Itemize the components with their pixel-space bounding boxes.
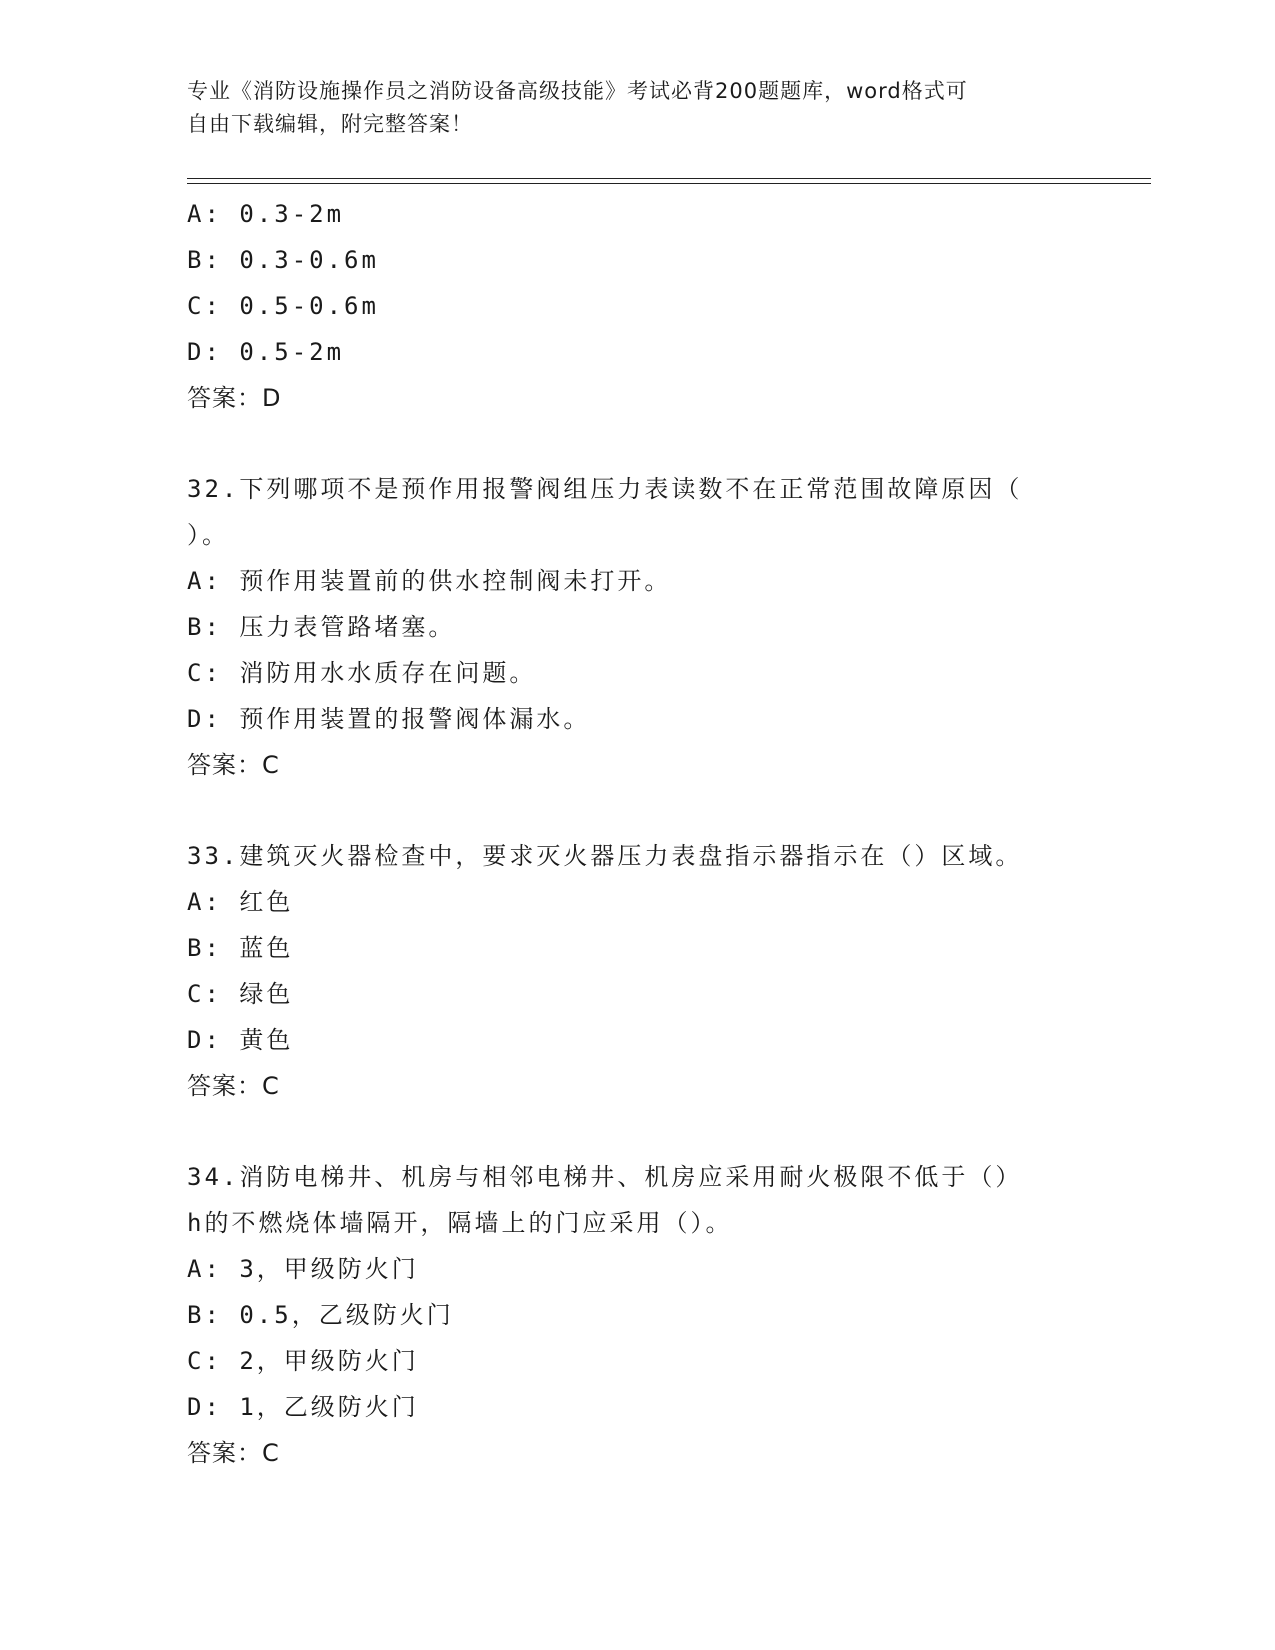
option-c: C: 绿色 xyxy=(187,980,294,1008)
question-block xyxy=(187,191,1087,421)
question-text: 33.建筑灭火器检查中，要求灭火器压力表盘指示器指示在（）区域。 xyxy=(187,842,1023,870)
option-a: A: 3，甲级防火门 xyxy=(187,1255,419,1283)
question-text: ）。 xyxy=(187,521,229,549)
answer-line: 答案：D xyxy=(187,384,282,412)
document-header xyxy=(187,75,1067,141)
question-block xyxy=(187,1154,1087,1476)
option-d: D: 0.5-2m xyxy=(187,338,345,366)
question-block xyxy=(187,466,1087,788)
option-b: B: 蓝色 xyxy=(187,934,294,962)
question-text: 34.消防电梯井、机房与相邻电梯井、机房应采用耐火极限不低于（） xyxy=(187,1163,1023,1191)
header-line-2: 自由下载编辑，附完整答案！ xyxy=(187,112,473,136)
option-a: A: 0.3-2m xyxy=(187,200,345,228)
option-d: D: 预作用装置的报警阀体漏水。 xyxy=(187,705,591,733)
option-b: B: 压力表管路堵塞。 xyxy=(187,613,456,641)
question-list xyxy=(187,191,1087,1476)
option-d: D: 黄色 xyxy=(187,1026,294,1054)
question-block xyxy=(187,833,1087,1109)
option-a: A: 红色 xyxy=(187,888,294,916)
option-c: C: 消防用水水质存在问题。 xyxy=(187,659,537,687)
option-b: B: 0.5，乙级防火门 xyxy=(187,1301,454,1329)
answer-line: 答案：C xyxy=(187,1072,280,1100)
option-d: D: 1，乙级防火门 xyxy=(187,1393,419,1421)
question-text: 32.下列哪项不是预作用报警阀组压力表读数不在正常范围故障原因（ xyxy=(187,475,1023,503)
header-line-1: 专业《消防设施操作员之消防设备高级技能》考试必背200题题库，word格式可 xyxy=(187,79,968,103)
option-a: A: 预作用装置前的供水控制阀未打开。 xyxy=(187,567,672,595)
option-c: C: 0.5-0.6m xyxy=(187,292,379,320)
option-c: C: 2，甲级防火门 xyxy=(187,1347,419,1375)
answer-line: 答案：C xyxy=(187,1439,280,1467)
answer-line: 答案：C xyxy=(187,751,280,779)
option-b: B: 0.3-0.6m xyxy=(187,246,379,274)
question-text: h的不燃烧体墙隔开，隔墙上的门应采用（）。 xyxy=(187,1209,733,1237)
header-divider-bottom xyxy=(187,183,1151,184)
header-divider-top xyxy=(187,178,1151,179)
